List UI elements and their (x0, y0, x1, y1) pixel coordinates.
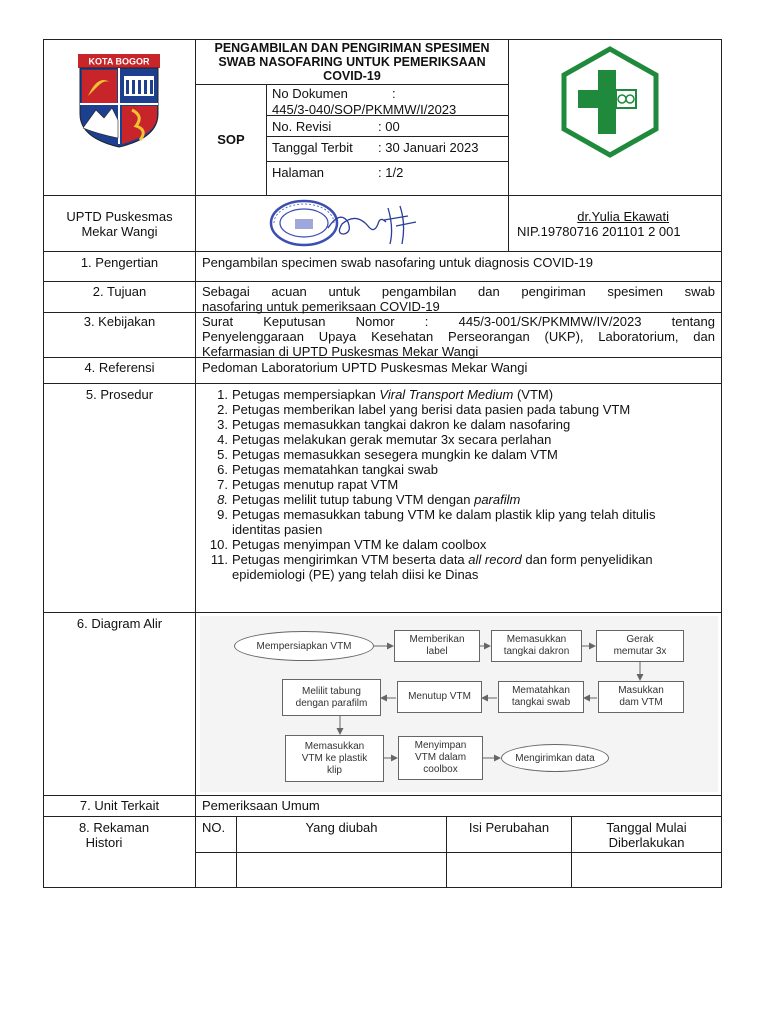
col-tanggal-line1: Tanggal Mulai (606, 820, 687, 835)
procedure-step: 4. Petugas melakukan gerak memutar 3x secara perlahan (217, 432, 552, 447)
procedure-step: 9. Petugas memasukkan tabung VTM ke dalam plastik klip yang telah ditulis identitas pasien (217, 507, 656, 537)
flow-node-mempersiapkan: Mempersiapkan VTM (234, 631, 374, 661)
unit-label: 7. Unit Terkait (79, 798, 160, 813)
flow-node-mengirimkan: Mengirimkan data (501, 744, 609, 772)
revision-label: No. Revisi (272, 119, 332, 134)
flow-node-melilit: Melilit tabung dengan parafilm (282, 679, 381, 716)
referensi-text: Pedoman Laboratorium UPTD Puskesmas Mekar Wangi (202, 360, 528, 375)
procedure-step: 8. Petugas melilit tutup tabung VTM dengan parafilm (217, 492, 521, 507)
puskesmas-logo (560, 46, 660, 158)
procedure-step: 5. Petugas memasukkan sesegera mungkin ke dalam VTM (217, 447, 558, 462)
referensi-label: 4. Referensi (84, 360, 155, 375)
org-name-line2: Mekar Wangi (81, 224, 158, 239)
issue-date-label: Tanggal Terbit (272, 140, 353, 155)
kebijakan-line2: Penyelenggaraan Upaya Kesehatan Perseorangan (UKP), Laboratorium, dan (202, 329, 715, 344)
crest-label: KOTA BOGOR (88, 56, 150, 67)
procedure-list (202, 387, 682, 582)
signer-nip: NIP.19780716 201101 2 001 (517, 224, 681, 239)
signer-name: dr.Yulia Ekawati (577, 209, 669, 224)
prosedur-label: 5. Prosedur (85, 387, 154, 402)
page-label: Halaman (272, 165, 325, 180)
col-yang-diubah: Yang diubah (305, 820, 378, 835)
page-value: : 1/2 (378, 165, 404, 180)
rekaman-label-line2: Histori (85, 835, 123, 850)
doc-number-value: 445/3-040/SOP/PKMMW/I/2023 (272, 102, 457, 117)
signature (322, 198, 432, 250)
procedure-step: 11. Petugas mengirimkan VTM beserta data all record dan form penyelidikan epidemiologi (PE) yang telah diisi ke Dinas (210, 552, 653, 582)
kebijakan-line1: Surat Keputusan Nomor : 445/3-001/SK/PKMMW/IV/2023 tentang (202, 314, 715, 329)
flow-node-memasukkan-tangkai: Memasukkan tangkai dakron (491, 630, 582, 662)
org-name-line1: UPTD Puskesmas (66, 209, 173, 224)
flow-node-menutup-vtm: Menutup VTM (397, 681, 482, 713)
procedure-step: 10. Petugas menyimpan VTM ke dalam coolbox (209, 537, 487, 552)
flow-node-gerak-memutar: Gerak memutar 3x (596, 630, 684, 662)
procedure-step: 2. Petugas memberikan label yang berisi data pasien pada tabung VTM (217, 402, 631, 417)
flow-node-menyimpan: Menyimpan VTM dalam coolbox (398, 736, 483, 780)
flow-node-memberikan-label: Memberikan label (394, 630, 480, 662)
kebijakan-label: 3. Kebijakan (83, 314, 156, 329)
tujuan-label: 2. Tujuan (92, 284, 147, 299)
revision-value: : 00 (378, 119, 400, 134)
col-isi-perubahan: Isi Perubahan (468, 820, 550, 835)
unit-text: Pemeriksaan Umum (202, 798, 320, 813)
pengertian-text: Pengambilan specimen swab nasofaring untuk diagnosis COVID-19 (202, 255, 593, 270)
pengertian-label: 1. Pengertian (80, 255, 159, 270)
col-no: NO. (202, 820, 226, 835)
kota-bogor-crest (78, 54, 160, 148)
doc-number-sep: : (392, 86, 396, 101)
flow-diagram (200, 616, 718, 792)
issue-date-value: : 30 Januari 2023 (378, 140, 479, 155)
diagram-label: 6. Diagram Alir (76, 616, 163, 631)
procedure-step: 1. Petugas mempersiapkan Viral Transport Medium (VTM) (217, 387, 554, 402)
procedure-step: 6. Petugas mematahkan tangkai swab (217, 462, 438, 477)
kebijakan-line3: Kefarmasian di UPTD Puskesmas Mekar Wangi (202, 344, 479, 359)
procedure-step: 7. Petugas menutup rapat VTM (217, 477, 399, 492)
tujuan-line2: nasofaring untuk pemeriksaan COVID-19 (202, 299, 440, 314)
rekaman-label-line1: 8. Rekaman (78, 820, 150, 835)
tujuan-line1: Sebagai acuan untuk pengambilan dan pengiriman spesimen swab (202, 284, 715, 299)
document-title: PENGAMBILAN DAN PENGIRIMAN SPESIMEN SWAB NASOFARING UNTUK PEMERIKSAAN COVID-19 (214, 41, 490, 83)
procedure-step: 3. Petugas memasukkan tangkai dakron ke dalam nasofaring (217, 417, 571, 432)
flow-node-mematahkan: Mematahkan tangkai swab (498, 681, 584, 713)
col-tanggal-line2: Diberlakukan (608, 835, 685, 850)
doc-number-label: No Dokumen (272, 86, 348, 101)
flow-node-masukkan-vtm: Masukkan dam VTM (598, 681, 684, 713)
flow-node-plastik-klip: Memasukkan VTM ke plastik klip (285, 735, 384, 782)
sop-label: SOP (217, 132, 245, 147)
